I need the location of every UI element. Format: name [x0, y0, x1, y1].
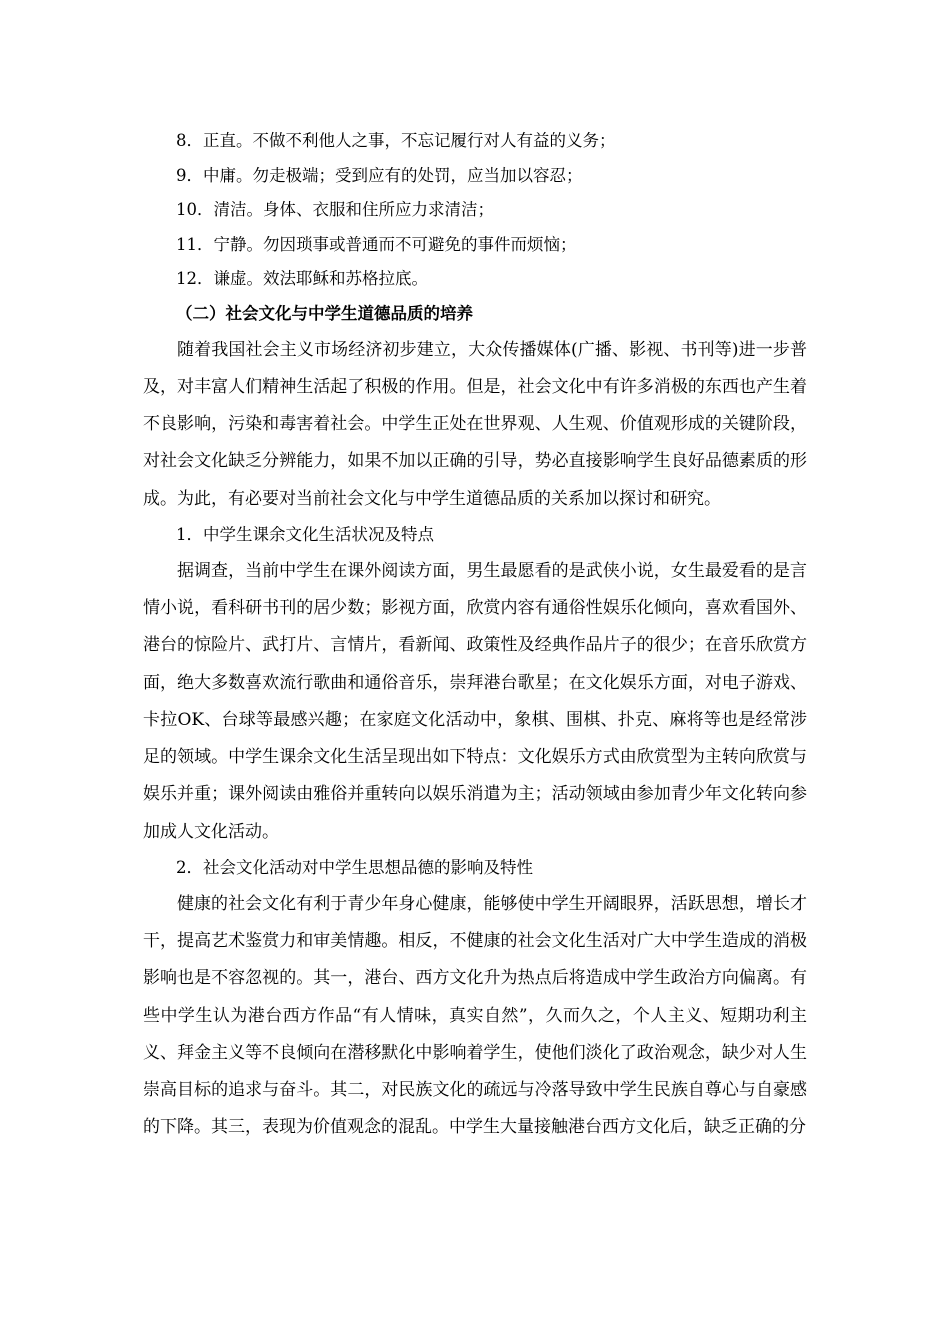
list-item: 9．中庸。勿走极端；受到应有的处罚，应当加以容忍； [176, 165, 583, 185]
list-item: 11．宁静。勿因琐事或普通而不可避免的事件而烦恼； [176, 234, 577, 254]
list-item: 10．清洁。身体、衣服和住所应力求清洁； [176, 200, 494, 220]
list-item: 12．谦虚。效法耶稣和苏格拉底。 [176, 269, 428, 289]
subsection-1-paragraph: 据调查，当前中学生在课外阅读方面，男生最愿看的是武侠小说，女生最爱看的是言情小说，看科研书刊的居少数；影视方面，欣赏内容有通俗性娱乐化倾向，喜欢看国外、港台的惊险片、武打片、言情片，看新闻、政策性及经典作品片子的很少；在音乐欣赏方面，绝大多数喜欢流行歌曲和通俗音乐，崇拜港台歌星；在文化娱乐方面，对电子游戏、卡拉OK、台球等最感兴趣；在家庭文化活动中，象棋、围棋、扑克、麻将等也是经常涉足的领域。中学生课余文化生活呈现出如下特点：文化娱乐方式由欣赏型为主转向欣赏与娱乐并重；课外阅读由雅俗并重转向以娱乐消遣为主；活动领域由参加青少年文化转向参加成人文化活动。 [143, 560, 807, 842]
subsection-2-title: 2．社会文化活动对中学生思想品德的影响及特性 [176, 858, 533, 878]
subsection-2-paragraph: 健康的社会文化有利于青少年身心健康，能够使中学生开阔眼界，活跃思想，增长才干，提高艺术鉴赏力和审美情趣。相反，不健康的社会文化生活对广大中学生造成的消极影响也是不容忽视的。其一，港台、西方文化升为热点后将造成中学生政治方向偏离。有些中学生认为港台西方作品“有人情味，真实自然”，久而久之，个人主义、短期功利主义、拜金主义等不良倾向在潜移默化中影响着学生，使他们淡化了政治观念，缺少对人生崇高目标的追求与奋斗。其二，对民族文化的疏远与冷落导致中学生民族自尊心与自豪感的下降。其三，表现为价值观念的混乱。中学生大量接触港台西方文化后，缺乏正确的分 [143, 893, 807, 1138]
subsection-1-title: 1．中学生课余文化生活状况及特点 [176, 525, 434, 545]
list-item: 8．正直。不做不利他人之事，不忘记履行对人有益的义务； [176, 131, 616, 150]
document-body [143, 124, 807, 1147]
intro-paragraph: 随着我国社会主义市场经济初步建立，大众传播媒体(广播、影视、书刊等)进一步普及，对丰富人们精神生活起了积极的作用。但是，社会文化中有许多消极的东西也产生着不良影响，污染和毒害着社会。中学生正处在世界观、人生观、价值观形成的关键阶段，对社会文化缺乏分辨能力，如果不加以正确的引导，势必直接影响学生良好品德素质的形成。为此，有必要对当前社会文化与中学生道德品质的关系加以探讨和研究。 [143, 339, 807, 509]
section-heading: （二）社会文化与中学生道德品质的培养 [176, 303, 473, 323]
